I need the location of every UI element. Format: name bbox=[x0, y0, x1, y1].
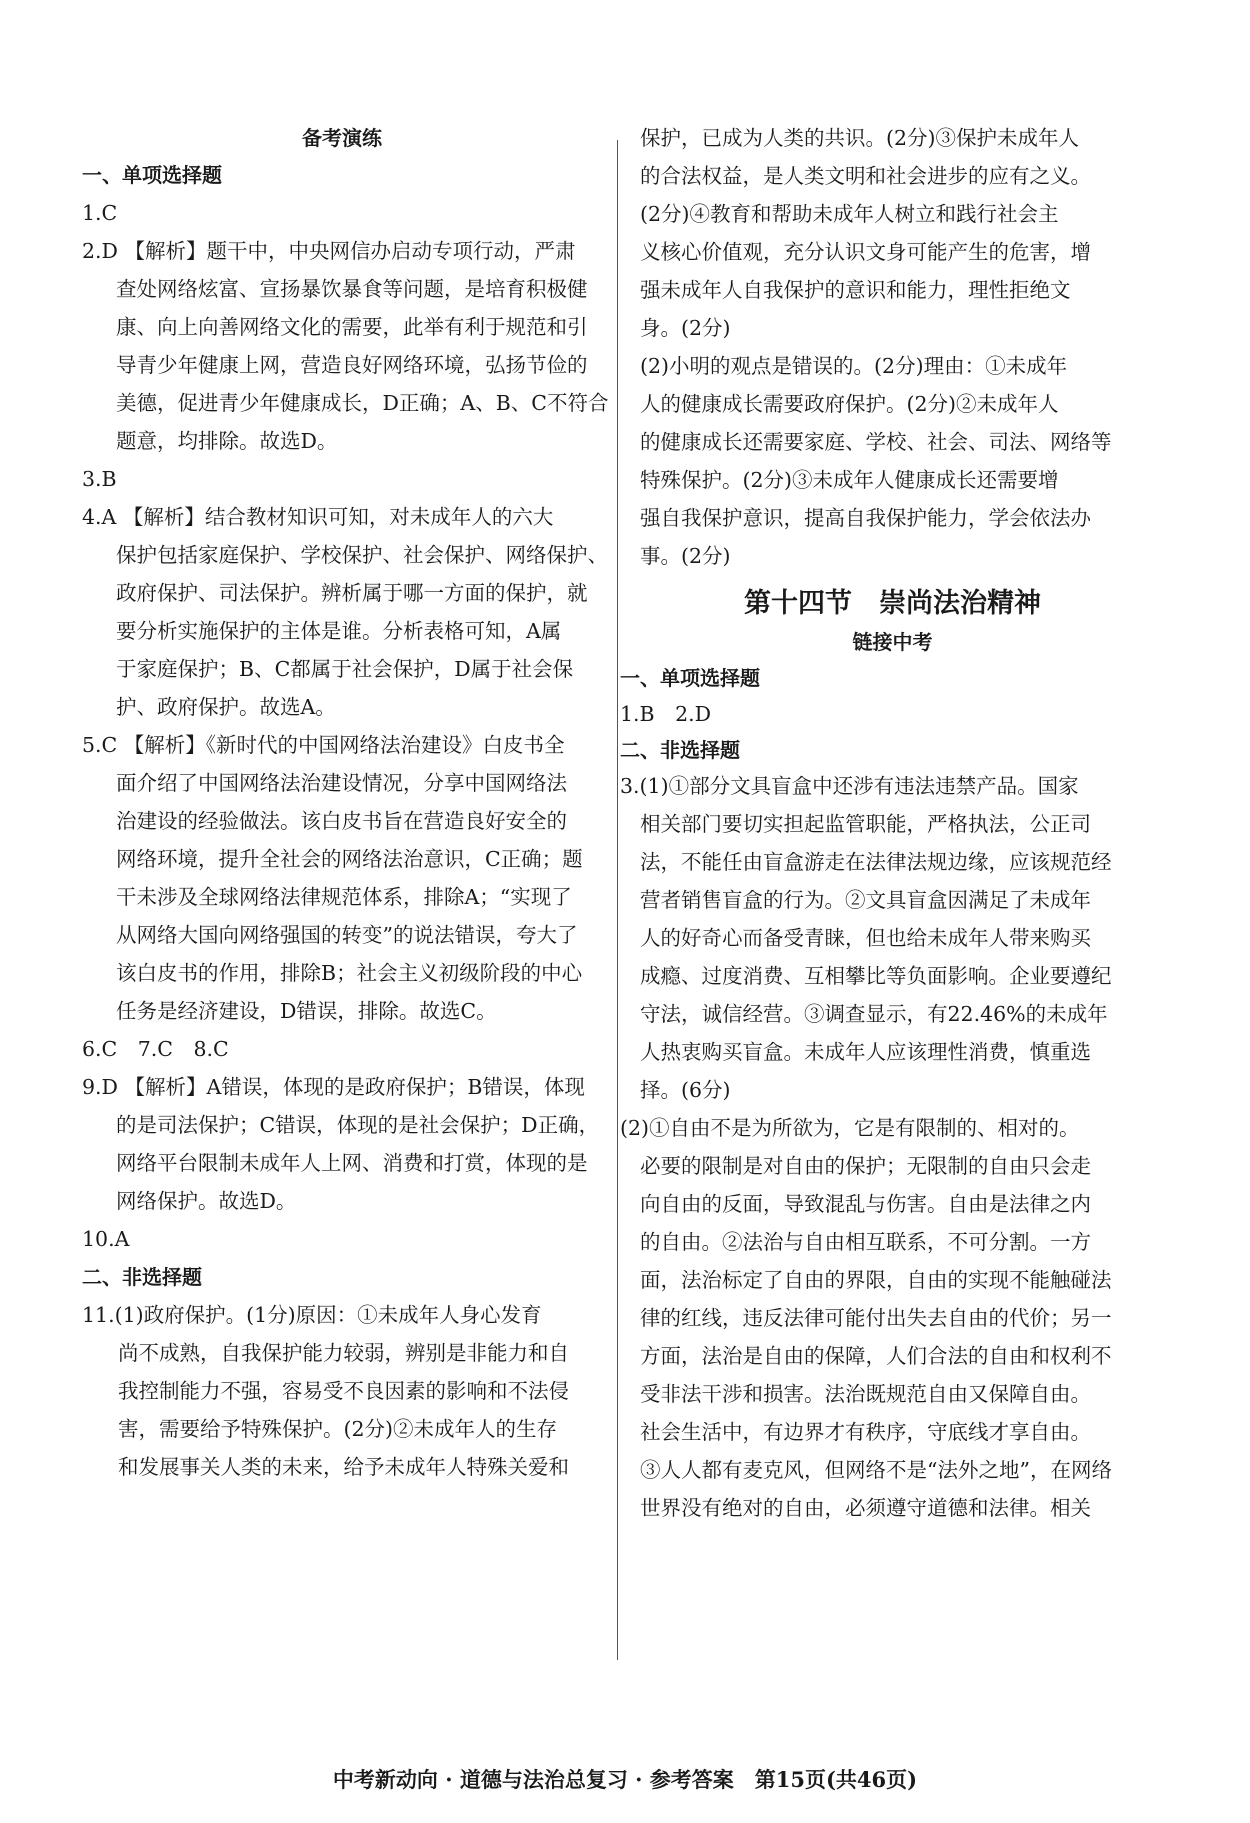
answer-line: 方面，法治是自由的保障，人们合法的自由和权利不 bbox=[640, 1344, 1112, 1368]
answer-line: 从网络大国向网络强国的转变”的说法错误，夸大了 bbox=[116, 923, 578, 947]
answer-line: 强未成年人自我保护的意识和能力，理性拒绝文 bbox=[640, 278, 1071, 302]
answer-line: 世界没有绝对的自由，必须遵守道德和法律。相关 bbox=[640, 1496, 1091, 1520]
answer-line: 6.C 7.C 8.C bbox=[82, 1037, 229, 1061]
answer-line: 守法，诚信经营。③调查显示，有22.46%的未成年 bbox=[640, 1002, 1108, 1026]
answer-line: 治建设的经验做法。该白皮书旨在营造良好安全的 bbox=[116, 809, 567, 833]
answer-line: 4.A 【解析】结合教材知识可知，对未成年人的六大 bbox=[82, 505, 554, 529]
heading-single-choice: 一、单项选择题 bbox=[620, 666, 760, 690]
answer-line: 2.D 【解析】题干中，中央网信办启动专项行动，严肃 bbox=[82, 239, 576, 263]
section-title: 备考演练 bbox=[302, 126, 382, 150]
answer-line: 康、向上向善网络文化的需要，此举有利于规范和引 bbox=[116, 315, 588, 339]
answer-line: 人的好奇心而备受青睐，但也给未成年人带来购买 bbox=[640, 926, 1091, 950]
answer-line: 美德，促进青少年健康成长，D正确；A、B、C不符合 bbox=[116, 391, 609, 415]
answer-line: 9.D 【解析】A错误，体现的是政府保护；B错误，体现 bbox=[82, 1075, 585, 1099]
answer-line: 3.(1)①部分文具盲盒中还涉有违法违禁产品。国家 bbox=[620, 774, 1079, 798]
answer-line: 的自由。②法治与自由相互联系，不可分割。一方 bbox=[640, 1230, 1091, 1254]
answer-line: 网络环境，提升全社会的网络法治意识，C正确；题 bbox=[116, 847, 583, 871]
answer-line: 1.B 2.D bbox=[620, 702, 712, 726]
answer-line: 向自由的反面，导致混乱与伤害。自由是法律之内 bbox=[640, 1192, 1091, 1216]
answer-line: 义核心价值观，充分认识文身可能产生的危害，增 bbox=[640, 240, 1091, 264]
answer-line: 保护，已成为人类的共识。(2分)③保护未成年人 bbox=[640, 126, 1080, 150]
answer-line: (2)小明的观点是错误的。(2分)理由：①未成年 bbox=[640, 354, 1068, 378]
column-divider bbox=[617, 140, 618, 1660]
answer-line: 1.C bbox=[82, 201, 118, 225]
heading-single-choice: 一、单项选择题 bbox=[82, 163, 222, 187]
page-footer: 中考新动向 · 道德与法治总复习 · 参考答案 第15页(共46页) bbox=[332, 1767, 918, 1792]
answer-line: 政府保护、司法保护。辨析属于哪一方面的保护，就 bbox=[116, 581, 588, 605]
answer-line: 法，不能任由盲盒游走在法律法规边缘，应该规范经 bbox=[640, 850, 1112, 874]
answer-line: 社会生活中，有边界才有秩序，守底线才享自由。 bbox=[640, 1420, 1091, 1444]
answer-line: 强自我保护意识，提高自我保护能力，学会依法办 bbox=[640, 506, 1091, 530]
answer-line: 的是司法保护；C错误，体现的是社会保护；D正确， bbox=[116, 1113, 600, 1137]
answer-line: 律的红线，违反法律可能付出失去自由的代价；另一 bbox=[640, 1306, 1112, 1330]
answer-line: 保护包括家庭保护、学校保护、社会保护、网络保护、 bbox=[116, 543, 608, 567]
answer-line: 该白皮书的作用，排除B；社会主义初级阶段的中心 bbox=[116, 961, 583, 985]
answer-line: 任务是经济建设，D错误，排除。故选C。 bbox=[116, 999, 497, 1023]
heading-non-choice: 二、非选择题 bbox=[82, 1265, 202, 1289]
answer-line: 择。(6分) bbox=[640, 1078, 731, 1102]
answer-line: 必要的限制是对自由的保护；无限制的自由只会走 bbox=[640, 1154, 1091, 1178]
answer-line: 5.C 【解析】《新时代的中国网络法治建设》白皮书全 bbox=[82, 733, 565, 757]
answer-line: 面，法治标定了自由的界限，自由的实现不能触碰法 bbox=[640, 1268, 1112, 1292]
sub-title: 链接中考 bbox=[852, 630, 933, 654]
answer-line: 我控制能力不强，容易受不良因素的影响和不法侵 bbox=[118, 1379, 569, 1403]
answer-line: 网络保护。故选D。 bbox=[116, 1189, 297, 1213]
answer-line: 查处网络炫富、宣扬暴饮暴食等问题，是培育积极健 bbox=[116, 277, 588, 301]
answer-line: 10.A bbox=[82, 1227, 130, 1251]
answer-line: 事。(2分) bbox=[640, 544, 731, 568]
answer-line: 干未涉及全球网络法律规范体系，排除A；“实现了 bbox=[116, 885, 572, 909]
answer-line: (2分)④教育和帮助未成年人树立和践行社会主 bbox=[640, 202, 1059, 226]
answer-line: 于家庭保护；B、C都属于社会保护，D属于社会保 bbox=[116, 657, 574, 681]
answer-line: 要分析实施保护的主体是谁。分析表格可知，A属 bbox=[116, 619, 562, 643]
answer-line: 11.(1)政府保护。(1分)原因：①未成年人身心发育 bbox=[82, 1303, 542, 1327]
answer-line: 相关部门要切实担起监管职能，严格执法，公正司 bbox=[640, 812, 1091, 836]
answer-line: 导青少年健康上网，营造良好网络环境，弘扬节俭的 bbox=[116, 353, 588, 377]
heading-non-choice: 二、非选择题 bbox=[620, 738, 740, 762]
answer-line: ③人人都有麦克风，但网络不是“法外之地”，在网络 bbox=[640, 1458, 1112, 1482]
chapter-title: 第十四节 崇尚法治精神 bbox=[744, 588, 1041, 619]
answer-line: 护、政府保护。故选A。 bbox=[116, 695, 336, 719]
answer-line: 特殊保护。(2分)③未成年人健康成长还需要增 bbox=[640, 468, 1059, 492]
answer-line: 成瘾、过度消费、互相攀比等负面影响。企业要遵纪 bbox=[640, 964, 1112, 988]
answer-line: 害，需要给予特殊保护。(2分)②未成年人的生存 bbox=[118, 1417, 558, 1441]
answer-line: 的健康成长还需要家庭、学校、社会、司法、网络等 bbox=[640, 430, 1112, 454]
answer-line: 受非法干涉和损害。法治既规范自由又保障自由。 bbox=[640, 1382, 1091, 1406]
answer-line: 的合法权益，是人类文明和社会进步的应有之义。 bbox=[640, 164, 1091, 188]
answer-line: 人的健康成长需要政府保护。(2分)②未成年人 bbox=[640, 392, 1059, 416]
answer-line: 网络平台限制未成年人上网、消费和打赏，体现的是 bbox=[116, 1151, 588, 1175]
answer-line: 尚不成熟，自我保护能力较弱，辨别是非能力和自 bbox=[118, 1341, 569, 1365]
answer-line: 和发展事关人类的未来，给予未成年人特殊关爱和 bbox=[118, 1455, 569, 1479]
answer-line: 面介绍了中国网络法治建设情况，分享中国网络法 bbox=[116, 771, 567, 795]
answer-line: 人热衷购买盲盒。未成年人应该理性消费，慎重选 bbox=[640, 1040, 1091, 1064]
answer-line: 题意，均排除。故选D。 bbox=[116, 429, 338, 453]
answer-line: 营者销售盲盒的行为。②文具盲盒因满足了未成年 bbox=[640, 888, 1091, 912]
answer-line: (2)①自由不是为所欲为，它是有限制的、相对的。 bbox=[620, 1116, 1080, 1140]
answer-line: 身。(2分) bbox=[640, 316, 731, 340]
answer-line: 3.B bbox=[82, 467, 117, 491]
